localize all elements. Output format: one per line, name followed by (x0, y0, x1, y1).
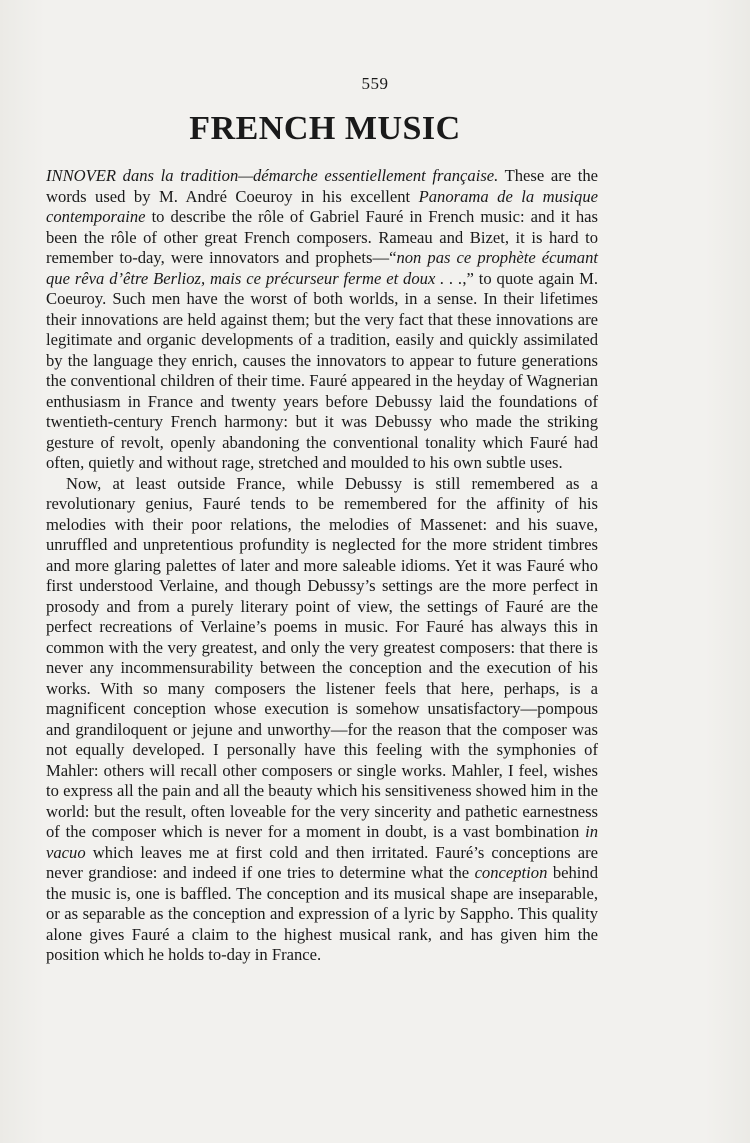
page-number: 559 (361, 74, 389, 93)
text-segment: Now, at least outside France, while Debussy is still remembered as a revolutionary genius, Fauré tends to be remembered for the affinity of his melodies with their poor relations, the melodies of Massenet: and his suave, unruffled and unpretentious profundity is neglected for the more strident timbres and more glaring palettes of later and more saleable idioms. Yet it was Fauré who first understood Verlaine, and though Debussy’s settings are the more perfect in prosody and from a purely literary point of view, the settings of Fauré are the perfect recreations of Verlaine’s poems in music. For Fauré has always this in common with the very greatest, and only the very greatest composers: that there is never any incommensurability between the conception and the execution of his works. With so many composers the listener feels that here, perhaps, is a magnificent conception whose execution is somehow unsatisfactory—pompous and grandiloquent or jejune and unworthy—for the reason that the composer was not equally developed. I personally have this feeling with the symphonies of Mahler: others will recall other composers or single works. Mahler, I feel, wishes to express all the pain and all the beauty which his sensitiveness showed him in the world: but the result, often loveable for the very sincerity and pathetic earnestness of the composer which is never for a moment in doubt, is a vast bombination (46, 473, 598, 841)
text-segment: which leaves me at first cold and then irritated. Fauré’s conceptions are never grandiose: and indeed if one tries to determine what the (46, 842, 598, 882)
text-segment: Panorama de la musique contemporaine (46, 186, 598, 226)
text-segment: behind the music is, one is baffled. The conception and its musical shape are inseparable, or as separable as the conception and expression of a lyric by Sappho. This quality alone gives Fauré a claim to the highest musical rank, and has given him the position which he holds to-day in France. (46, 863, 598, 964)
text-segment: These are the words used by M. André Coeuroy in his excellent (46, 166, 599, 206)
text-segment: INNOVER dans la tradition—démarche essentiellement française. (46, 166, 499, 185)
paragraph-2 (46, 474, 598, 966)
body-text (46, 166, 598, 966)
text-segment: non pas ce prophète écumant que rêva d’être Berlioz, mais ce précurseur ferme et doux . . . (46, 248, 598, 288)
text-segment: ,” to quote again M. Coeuroy. Such men have the worst of both worlds, in a sense. In their lifetimes their innovations are held against them; but the very fact that these innovations are legitimate and organic developments of a tradition, easily and quickly assimilated by the language they enrich, causes the innovators to appear to future generations the conventional children of their time. Fauré appeared in the heyday of Wagnerian enthusiasm in France and twenty years before Debussy laid the foundations of twentieth-century French harmony: but it was Debussy who made the striking gesture of revolt, openly abandoning the conventional tonality which Fauré had often, quietly and without rage, stretched and moulded to his own subtle uses. (46, 268, 598, 472)
text-segment: in vacuo (46, 822, 598, 862)
paragraph-1 (46, 166, 598, 474)
text-segment: to describe the rôle of Gabriel Fauré in French music: and it has been the rôle of other great French composers. Rameau and Bizet, it is hard to remember to-day, were innovators and prophets—“ (46, 207, 598, 267)
text-segment: conception (474, 863, 548, 882)
chapter-title: FRENCH MUSIC (189, 110, 461, 147)
